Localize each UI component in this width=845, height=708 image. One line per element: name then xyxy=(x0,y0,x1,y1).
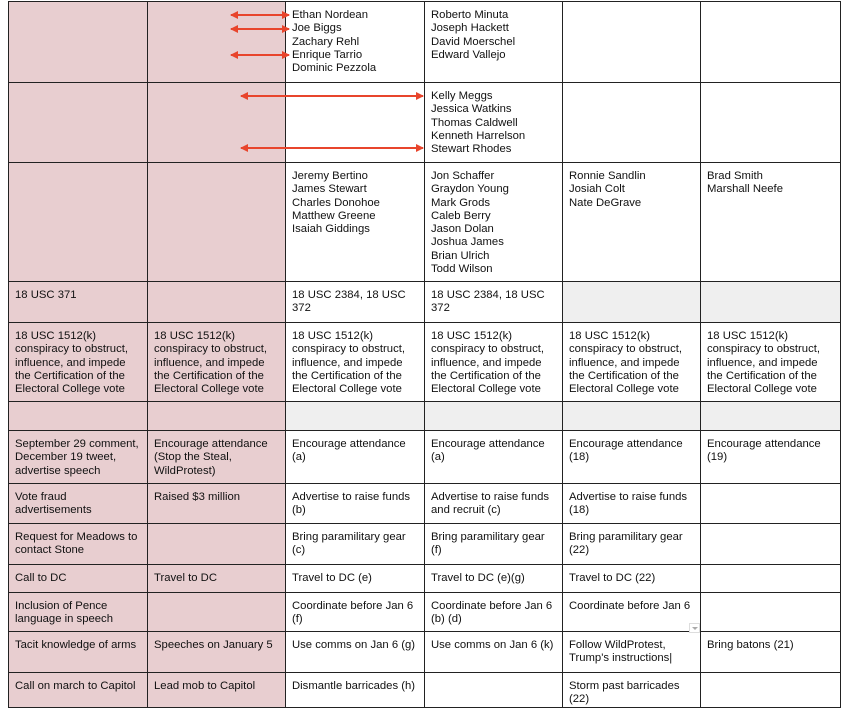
table-cell[interactable]: Jon Schaffer Graydon Young Mark Grods Caleb Berry Jason Dolan Joshua James Brian Ulrich Todd Wilson xyxy=(425,163,563,282)
table-cell[interactable]: Travel to DC (22) xyxy=(563,565,701,593)
table-row xyxy=(9,593,841,632)
table-cell[interactable]: Encourage attendance (19) xyxy=(701,431,841,484)
table-cell[interactable]: Travel to DC (e) xyxy=(286,565,425,593)
table-cell[interactable]: Inclusion of Pence language in speech xyxy=(9,593,148,632)
table-cell[interactable]: Travel to DC xyxy=(148,565,286,593)
table-cell[interactable] xyxy=(701,402,841,431)
table-cell[interactable]: Use comms on Jan 6 (g) xyxy=(286,632,425,673)
table-cell[interactable]: 18 USC 1512(k) conspiracy to obstruct, influence, and impede the Certification of the Electoral College vote xyxy=(286,323,425,402)
table-cell[interactable]: Roberto Minuta Joseph Hackett David Moerschel Edward Vallejo xyxy=(425,2,563,83)
table-cell[interactable]: Vote fraud advertisements xyxy=(9,484,148,524)
table-cell[interactable] xyxy=(701,282,841,323)
table-row xyxy=(9,484,841,524)
table-cell[interactable]: Tacit knowledge of arms xyxy=(9,632,148,673)
table-cell[interactable]: 18 USC 1512(k) conspiracy to obstruct, influence, and impede the Certification of the Electoral College vote xyxy=(701,323,841,402)
table-cell[interactable]: Bring batons (21) xyxy=(701,632,841,673)
table-cell[interactable]: 18 USC 371 xyxy=(9,282,148,323)
table-row xyxy=(9,323,841,402)
table-cell[interactable]: Encourage attendance (Stop the Steal, WildProtest) xyxy=(148,431,286,484)
table-cell[interactable] xyxy=(148,524,286,565)
table-row xyxy=(9,524,841,565)
cell-dropdown-icon[interactable] xyxy=(689,623,700,633)
table-cell[interactable]: 18 USC 1512(k) conspiracy to obstruct, influence, and impede the Certification of the Electoral College vote xyxy=(425,323,563,402)
table-cell[interactable]: 18 USC 1512(k) conspiracy to obstruct, influence, and impede the Certification of the Electoral College vote xyxy=(9,323,148,402)
table-cell[interactable] xyxy=(148,282,286,323)
table-cell[interactable]: Jeremy Bertino James Stewart Charles Donohoe Matthew Greene Isaiah Giddings xyxy=(286,163,425,282)
table-cell[interactable]: Storm past barricades (22) xyxy=(563,673,701,708)
table-cell[interactable] xyxy=(425,673,563,708)
table-row xyxy=(9,673,841,708)
table-cell[interactable]: 18 USC 2384, 18 USC 372 xyxy=(286,282,425,323)
table-row xyxy=(9,282,841,323)
table-cell[interactable]: Travel to DC (e)(g) xyxy=(425,565,563,593)
table-row xyxy=(9,565,841,593)
table-cell[interactable]: Advertise to raise funds (18) xyxy=(563,484,701,524)
table-cell[interactable]: Brad Smith Marshall Neefe xyxy=(701,163,841,282)
table-cell[interactable] xyxy=(425,402,563,431)
table-cell[interactable]: 18 USC 1512(k) conspiracy to obstruct, influence, and impede the Certification of the Electoral College vote xyxy=(148,323,286,402)
table-cell[interactable]: Call to DC xyxy=(9,565,148,593)
table-cell[interactable]: Bring paramilitary gear (22) xyxy=(563,524,701,565)
table-cell[interactable] xyxy=(701,524,841,565)
table-cell[interactable] xyxy=(701,565,841,593)
table-cell[interactable] xyxy=(148,163,286,282)
table-cell[interactable] xyxy=(563,83,701,163)
table-cell[interactable]: Encourage attendance (a) xyxy=(286,431,425,484)
table-row xyxy=(9,83,841,163)
table-cell[interactable]: Kelly Meggs Jessica Watkins Thomas Caldwell Kenneth Harrelson Stewart Rhodes xyxy=(425,83,563,163)
table-cell[interactable]: Advertise to raise funds (b) xyxy=(286,484,425,524)
table-cell[interactable] xyxy=(701,2,841,83)
table-cell[interactable]: Encourage attendance (a) xyxy=(425,431,563,484)
table-cell[interactable]: Follow WildProtest, Trump's instructions| xyxy=(563,632,701,673)
table-cell[interactable] xyxy=(563,282,701,323)
table-cell[interactable]: Ronnie Sandlin Josiah Colt Nate DeGrave xyxy=(563,163,701,282)
table-cell[interactable] xyxy=(9,2,148,83)
table-cell[interactable] xyxy=(148,593,286,632)
table-cell[interactable]: Ethan Nordean Joe Biggs Zachary Rehl Enrique Tarrio Dominic Pezzola xyxy=(286,2,425,83)
table-cell[interactable]: Call on march to Capitol xyxy=(9,673,148,708)
table-cell[interactable]: Bring paramilitary gear (f) xyxy=(425,524,563,565)
table-cell[interactable] xyxy=(701,673,841,708)
table-cell[interactable]: Bring paramilitary gear (c) xyxy=(286,524,425,565)
table-cell[interactable]: September 29 comment, December 19 tweet, advertise speech xyxy=(9,431,148,484)
table-cell[interactable] xyxy=(286,83,425,163)
table-cell[interactable] xyxy=(9,402,148,431)
table-cell[interactable] xyxy=(563,402,701,431)
table-cell[interactable]: Coordinate before Jan 6 (b) (d) xyxy=(425,593,563,632)
table-row xyxy=(9,2,841,83)
table-row xyxy=(9,402,841,431)
table-cell[interactable] xyxy=(563,2,701,83)
table-cell[interactable]: Raised $3 million xyxy=(148,484,286,524)
table-cell[interactable]: Coordinate before Jan 6 xyxy=(563,593,701,632)
table-cell[interactable]: Coordinate before Jan 6 (f) xyxy=(286,593,425,632)
table-cell[interactable]: 18 USC 2384, 18 USC 372 xyxy=(425,282,563,323)
table-row xyxy=(9,632,841,673)
table-cell[interactable] xyxy=(701,593,841,632)
comparison-table xyxy=(8,1,841,708)
table-cell[interactable] xyxy=(9,83,148,163)
table-row xyxy=(9,163,841,282)
table-cell[interactable]: Advertise to raise funds and recruit (c) xyxy=(425,484,563,524)
table-cell[interactable]: Use comms on Jan 6 (k) xyxy=(425,632,563,673)
table-row xyxy=(9,431,841,484)
table-cell[interactable]: Speeches on January 5 xyxy=(148,632,286,673)
table-cell[interactable] xyxy=(148,402,286,431)
table-cell[interactable] xyxy=(286,402,425,431)
table-cell[interactable]: Lead mob to Capitol xyxy=(148,673,286,708)
table-cell[interactable] xyxy=(701,484,841,524)
table-cell[interactable]: Dismantle barricades (h) xyxy=(286,673,425,708)
table-cell[interactable] xyxy=(9,163,148,282)
table-cell[interactable] xyxy=(148,2,286,83)
table-cell[interactable] xyxy=(701,83,841,163)
table-cell[interactable]: 18 USC 1512(k) conspiracy to obstruct, influence, and impede the Certification of the Electoral College vote xyxy=(563,323,701,402)
table-cell[interactable]: Request for Meadows to contact Stone xyxy=(9,524,148,565)
table-cell[interactable] xyxy=(148,83,286,163)
table-cell[interactable]: Encourage attendance (18) xyxy=(563,431,701,484)
